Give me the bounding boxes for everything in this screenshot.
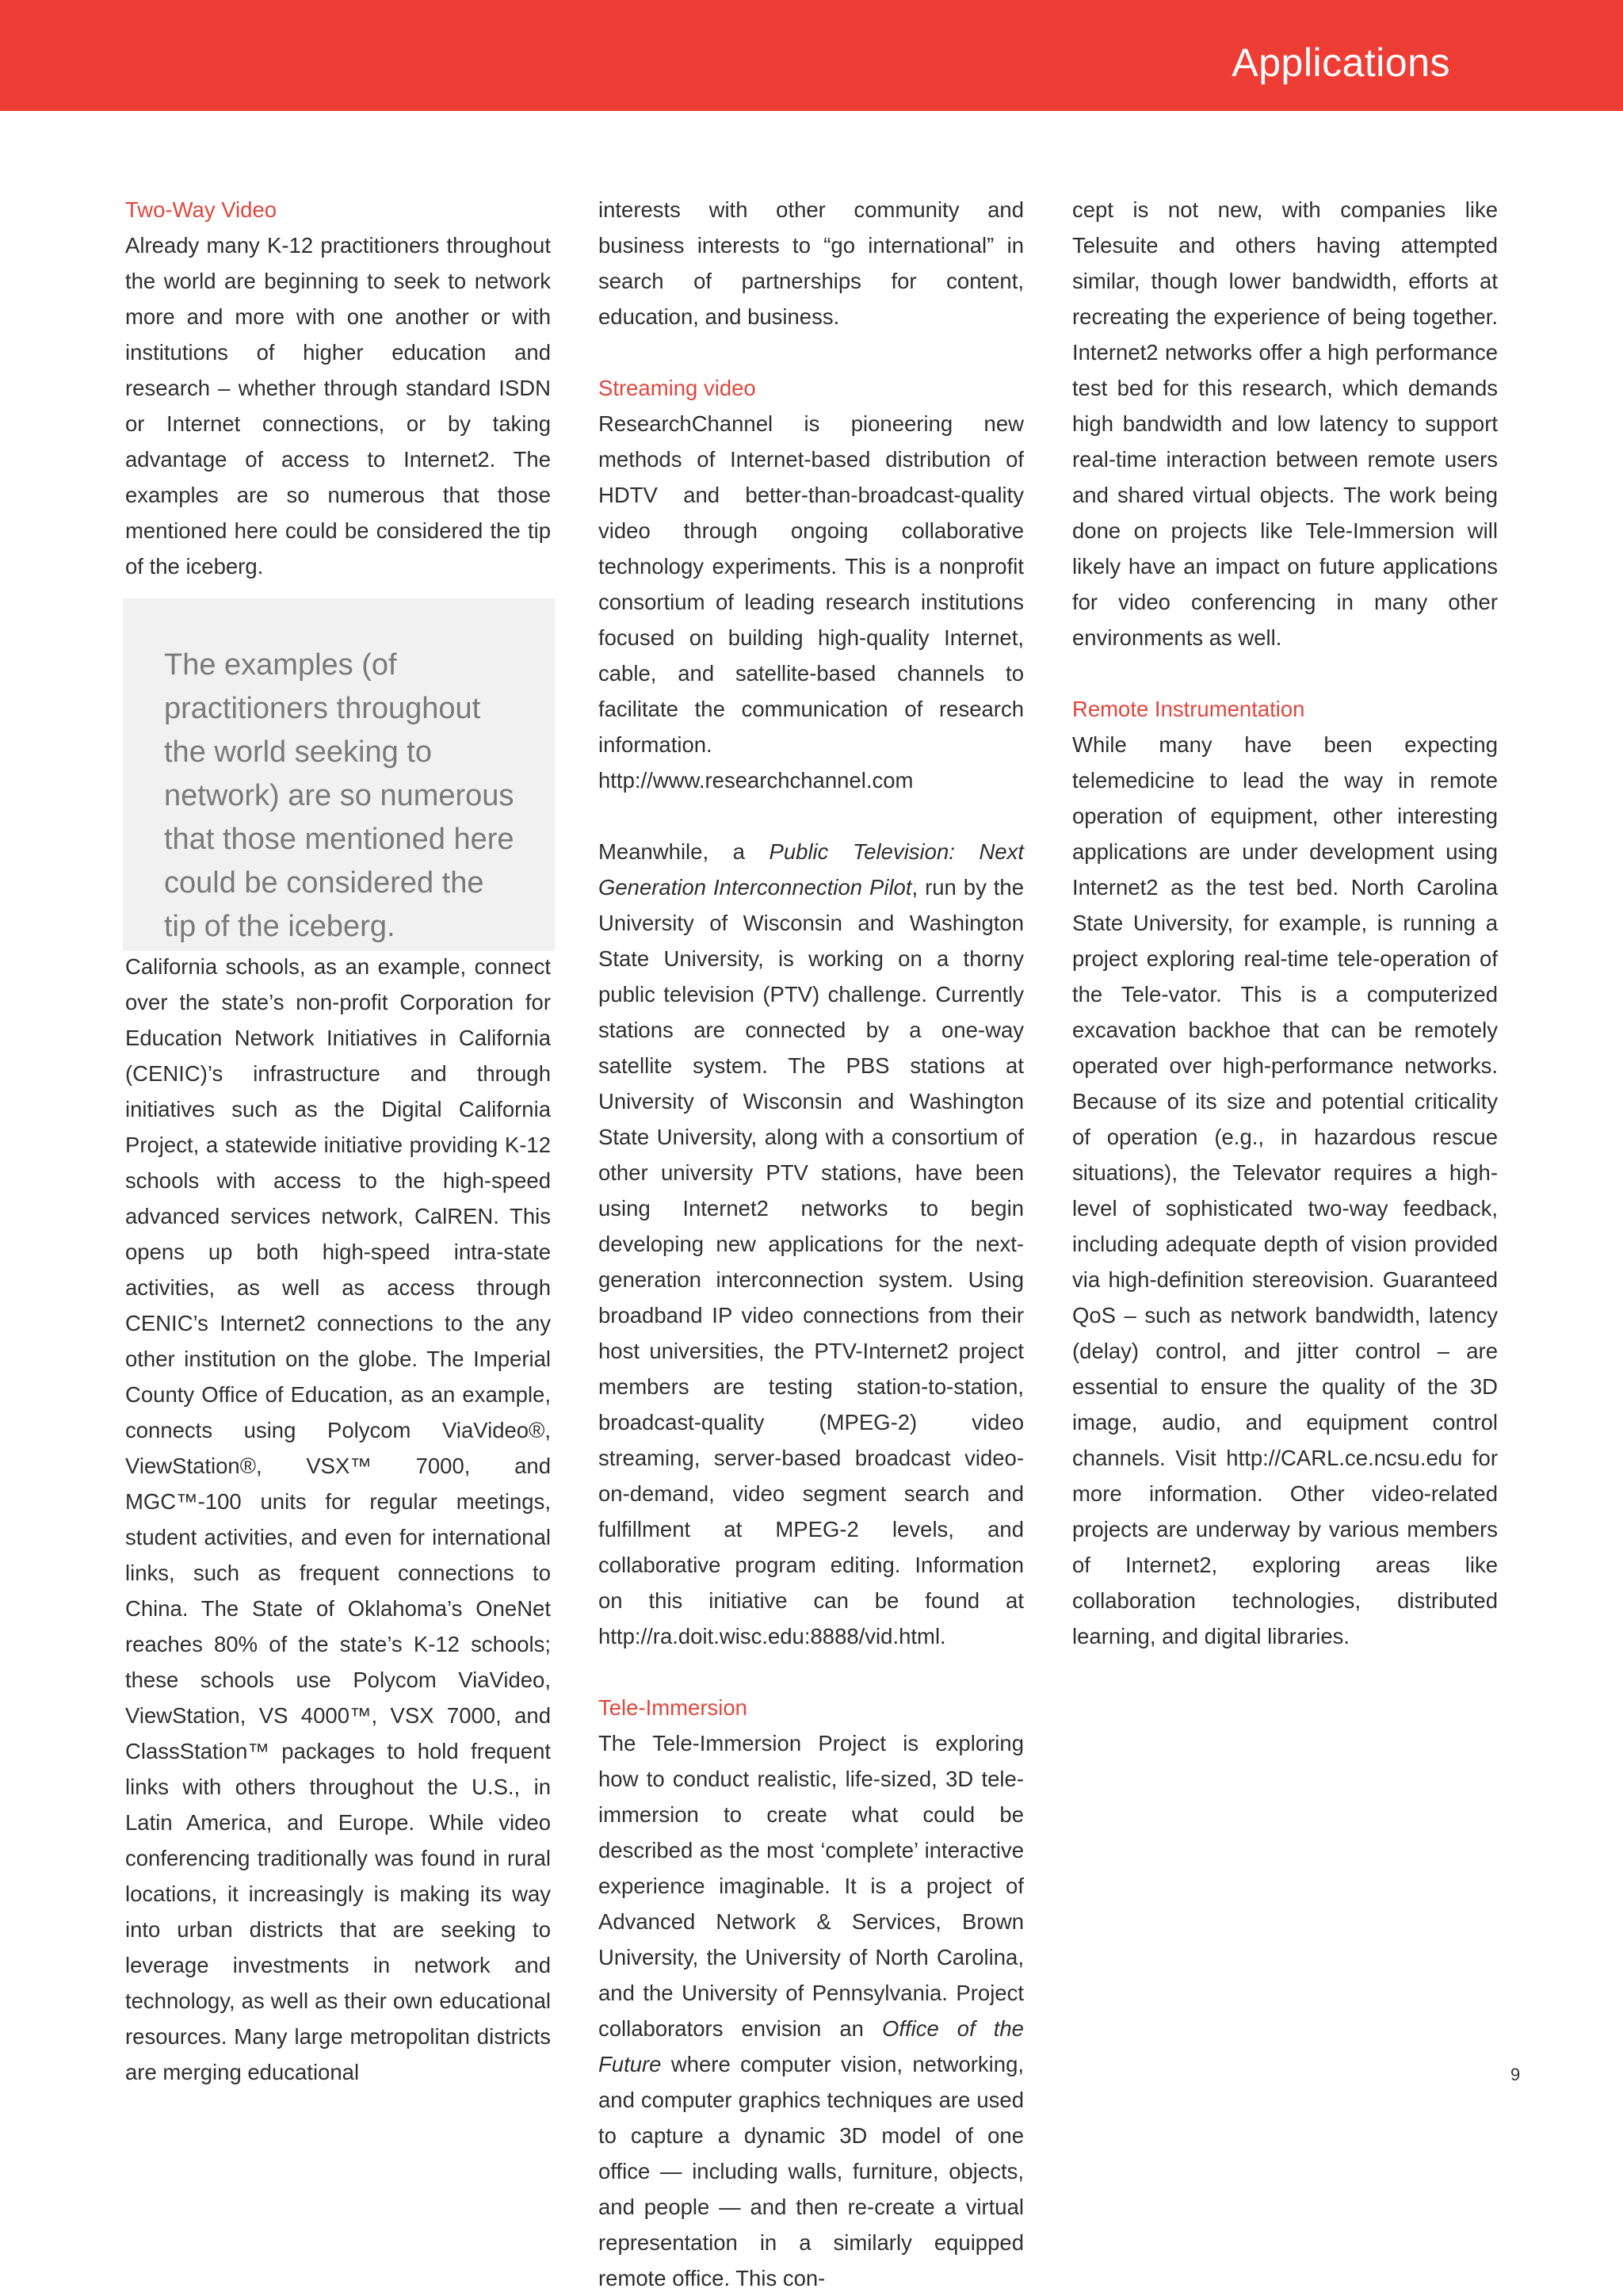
paragraph-telesuite: cept is not new, with companies like Telesuite and others having attempted similar, though lower bandwidth, efforts at recreating the experience of being together. Internet2 networks offer a high performance test bed for this research, which demands high bandwidth and low latency to support real-time interaction between remote users and shared virtual objects. The work being done on projects like Tele-Immersion will likely have an impact on future applications for video conferencing in many other environments as well. xyxy=(1072,197,1498,650)
header-band xyxy=(0,0,1623,111)
heading-streaming-video: Streaming video xyxy=(598,376,756,400)
spacer xyxy=(598,1654,1024,1690)
paragraph-remote-instrumentation: While many have been expecting telemedicine to lead the way in remote operation of equipment, other interesting applications are under development using Internet2 as the test bed. North Carolina State University, for example, is running a project exploring real-time tele-operation of the Tele-vator. This is a computerized excavation backhoe that can be remotely operated over high-performance networks. Because of its size and potential criticality of operation (e.g., in hazardous rescue situations), the Televator requires a high-level of sophisticated two-way feedback, including adequate depth of vision provided via high-definition stereovision. Guaranteed QoS – such as network bandwidth, latency (delay) control, and jitter control – are essential to ensure the quality of the 3D image, audio, and equipment control channels. Visit http://CARL.ce.ncsu.edu for more information. Other video-related projects are underway by various members of Internet2, exploring areas like collaboration technologies, distributed learning, and digital libraries. xyxy=(1072,732,1498,1648)
spacer xyxy=(598,334,1024,370)
pull-quote: The examples (of practitioners throughout the world seeking to network) are so numerous that those mentioned here could be considered the tip of the iceberg. xyxy=(123,598,555,951)
ptv-rest-text: , run by the University of Wisconsin and Washington State University, is working on a thorny public television (PTV) challenge. Currently stations are connected by a one-way satellite system. The PBS stations at University of Wisconsin and Washington State University, along with a consortium of other university PTV stations, have been using Internet2 networks to begin developing new applications for the next-generation interconnection system. Using broadband IP video connections from their host universities, the PTV-Internet2 project members are testing station-to-station, broadcast-quality (MPEG-2) video streaming, server-based broadcast video-on-demand, video segment search and fulfillment at MPEG-2 levels, and collaborative program editing. Information on this initiative can be found at http://ra.doit.wisc.edu:8888/vid.html. xyxy=(598,875,1024,1648)
column-3 xyxy=(1072,192,1498,1654)
ptv-italic-title: Public Television: Next Generation Interconnection Pilot xyxy=(598,839,1024,900)
tele-rest-text: where computer vision, networking, and computer graphics techniques are used to capture a dynamic 3D model of one office — including walls, furniture, objects, and people — and then re-create a virtual representation in a similarly equipped remote office. This con- xyxy=(598,2052,1024,2290)
ptv-lead-text: Meanwhile, a xyxy=(598,839,769,864)
paragraph-researchchannel: ResearchChannel is pioneering new methods of Internet-based distribution of HDTV and better-than-broadcast-quality video through ongoing collaborative technology experiments. This is a nonprofit consortium of leading research institutions focused on building high-quality Internet, cable, and satellite-based channels to facilitate the communication of research information. http://www.researchchannel.com xyxy=(598,411,1024,793)
section-title: Applications xyxy=(1232,40,1450,85)
heading-remote-instrumentation: Remote Instrumentation xyxy=(1072,697,1305,721)
page-number: 9 xyxy=(1510,2065,1521,2084)
paragraph-public-television xyxy=(598,834,1024,1654)
column-2 xyxy=(598,192,1024,2296)
spacer xyxy=(598,798,1024,834)
tele-lead-text: The Tele-Immersion Project is exploring how to conduct realistic, life-sized, 3D tele-immersion to create what could be described as the most ‘complete’ interactive experience imaginable. It is a project of Advanced Network & Services, Brown University, the University of North Carolina, and the University of Pennsylvania. Project collaborators envision an xyxy=(598,1731,1024,2041)
paragraph-tele-immersion xyxy=(598,1725,1024,2296)
paragraph-international-partnerships: interests with other community and business interests to “go international” in search of partnerships for content, education, and business. xyxy=(598,197,1024,329)
heading-two-way-video: Two-Way Video xyxy=(125,197,277,222)
tele-italic-title: Office of the Future xyxy=(598,2016,1024,2076)
spacer xyxy=(1072,655,1498,691)
paragraph-two-way-intro: Already many K-12 practitioners throughout the world are beginning to seek to network more and more with one another or with institutions of higher education and research – whether through standard ISDN or Internet connections, or by taking advantage of access to Internet2. The examples are so numerous that those mentioned here could be considered the tip of the iceberg. xyxy=(125,233,551,579)
column-1 xyxy=(125,192,551,2090)
paragraph-california-schools: California schools, as an example, connect over the state’s non-profit Corporation for Education Network Initiatives in California (CENIC)’s infrastructure and through initiatives such as the Digital California Project, a statewide initiative providing K-12 schools with access to the high-speed advanced services network, CalREN. This opens up both high-speed intra-state activities, as well as access through CENIC’s Internet2 connections to the any other institution on the globe. The Imperial County Office of Education, as an example, connects using Polycom ViaVideo®, ViewStation®, VSX™ 7000, and MGC™-100 units for regular meetings, student activities, and even for international links, such as frequent connections to China. The State of Oklahoma’s OneNet reaches 80% of the state’s K-12 schools; these schools use Polycom ViaVideo, ViewStation, VS 4000™, VSX 7000, and ClassStation™ packages to hold frequent links with others throughout the U.S., in Latin America, and Europe. While video conferencing traditionally was found in rural locations, it increasingly is making its way into urban districts that are seeking to leverage investments in network and technology, as well as their own educational resources. Many large metropolitan districts are merging educational xyxy=(125,954,551,2084)
heading-tele-immersion: Tele-Immersion xyxy=(598,1695,747,1720)
